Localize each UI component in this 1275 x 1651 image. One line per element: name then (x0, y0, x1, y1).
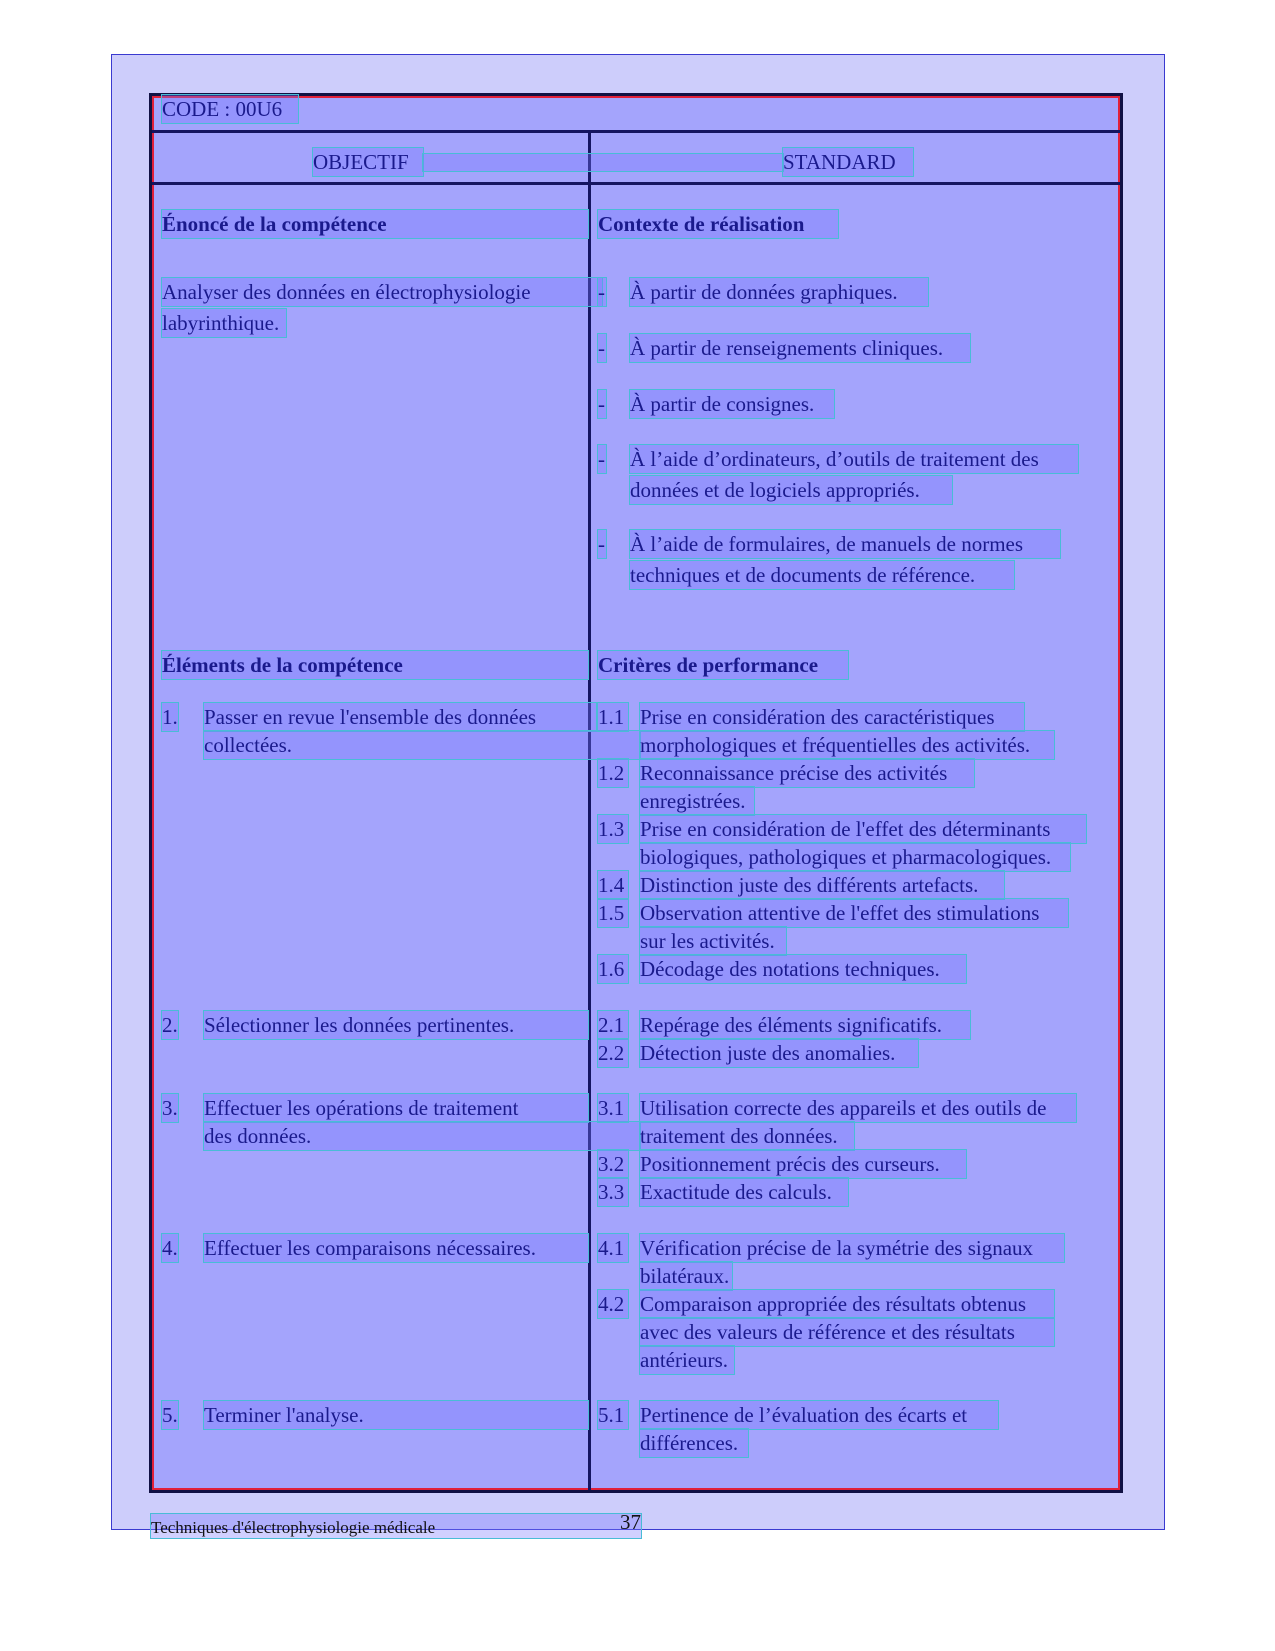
code-label: CODE : 00U6 (162, 95, 298, 123)
column-divider (588, 133, 591, 1490)
critere-number: 1.2 (598, 759, 628, 787)
footer-title: Techniques d'électrophysiologie médicale (151, 1518, 436, 1537)
critere-text-cont: avec des valeurs de référence et des résultats (640, 1318, 1054, 1346)
element-text: Effectuer les comparaisons nécessaires. (204, 1234, 588, 1262)
critere-text: Comparaison appropriée des résultats obtenus (640, 1290, 1054, 1318)
element-text: Effectuer les opérations de traitement (204, 1094, 588, 1122)
header-standard: STANDARD (783, 148, 913, 176)
enonce-line-1: Analyser des données en électrophysiologie (162, 278, 602, 306)
bullet: - (598, 392, 605, 416)
divider-headers (152, 182, 1120, 185)
critere-text-cont: antérieurs. (640, 1346, 734, 1374)
critere-text-cont: morphologiques et fréquentielles des activités. (640, 731, 1054, 759)
critere-text: Exactitude des calculs. (640, 1178, 848, 1206)
critere-text: Vérification précise de la symétrie des signaux (640, 1234, 1064, 1262)
critere-number: 1.4 (598, 871, 628, 899)
enonce-line-2: labyrinthique. (162, 309, 286, 337)
critere-text: Distinction juste des différents artefacts. (640, 871, 1004, 899)
bullet: - (598, 336, 605, 360)
critere-text: Prise en considération des caractéristiques (640, 703, 1024, 731)
bullet: - (598, 447, 605, 471)
critere-text: Détection juste des anomalies. (640, 1039, 918, 1067)
contexte-item: À l’aide d’ordinateurs, d’outils de traitement des (630, 445, 1078, 473)
critere-text: Prise en considération de l'effet des déterminants (640, 815, 1086, 843)
elements-title: Éléments de la compétence (162, 651, 588, 679)
element-number: 4. (162, 1236, 178, 1260)
critere-number: 2.1 (598, 1011, 628, 1039)
contexte-item-cont: données et de logiciels appropriés. (630, 476, 952, 504)
critere-text: Pertinence de l’évaluation des écarts et (640, 1401, 998, 1429)
criteres-title: Critères de performance (598, 651, 848, 679)
critere-number: 4.2 (598, 1290, 628, 1318)
critere-number: 5.1 (598, 1401, 628, 1429)
page-number: 37 (620, 1510, 641, 1534)
element-number: 3. (162, 1096, 178, 1120)
element-text: Sélectionner les données pertinentes. (204, 1011, 588, 1039)
critere-text: Positionnement précis des curseurs. (640, 1150, 966, 1178)
critere-number: 3.2 (598, 1150, 628, 1178)
element-text-cont: collectées. (204, 731, 640, 759)
element-number: 2. (162, 1013, 178, 1037)
critere-number: 1.1 (598, 703, 628, 731)
contexte-item: À partir de renseignements cliniques. (630, 334, 970, 362)
element-text-cont: des données. (204, 1122, 640, 1150)
critere-text: Repérage des éléments significatifs. (640, 1011, 970, 1039)
contexte-item: À l’aide de formulaires, de manuels de normes (630, 530, 1060, 558)
element-text: Passer en revue l'ensemble des données (204, 703, 596, 731)
critere-text-cont: bilatéraux. (640, 1262, 732, 1290)
critere-number: 3.1 (598, 1094, 628, 1122)
divider-code (152, 130, 1120, 133)
element-number: 1. (162, 705, 178, 729)
enonce-title: Énoncé de la compétence (162, 210, 588, 238)
element-number: 5. (162, 1403, 178, 1427)
element-text: Terminer l'analyse. (204, 1401, 588, 1429)
critere-text-cont: biologiques, pathologiques et pharmacologiques. (640, 843, 1070, 871)
critere-text-cont: traitement des données. (640, 1122, 854, 1150)
header-link-box (423, 154, 783, 171)
contexte-title: Contexte de réalisation (598, 210, 838, 238)
critere-text-cont: différences. (640, 1429, 748, 1457)
critere-number: 4.1 (598, 1234, 628, 1262)
critere-text-cont: sur les activités. (640, 927, 786, 955)
bullet: - (598, 280, 605, 304)
contexte-item: À partir de données graphiques. (630, 278, 928, 306)
contexte-item: À partir de consignes. (630, 390, 834, 418)
critere-number: 1.5 (598, 899, 628, 927)
critere-text: Observation attentive de l'effet des stimulations (640, 899, 1068, 927)
header-objectif: OBJECTIF (313, 148, 423, 176)
critere-text-cont: enregistrées. (640, 787, 754, 815)
critere-text: Décodage des notations techniques. (640, 955, 966, 983)
critere-text: Reconnaissance précise des activités (640, 759, 974, 787)
critere-text: Utilisation correcte des appareils et des outils de (640, 1094, 1076, 1122)
critere-number: 2.2 (598, 1039, 628, 1067)
contexte-item-cont: techniques et de documents de référence. (630, 561, 1014, 589)
critere-number: 1.6 (598, 955, 628, 983)
critere-number: 1.3 (598, 815, 628, 843)
critere-number: 3.3 (598, 1178, 628, 1206)
bullet: - (598, 532, 605, 556)
